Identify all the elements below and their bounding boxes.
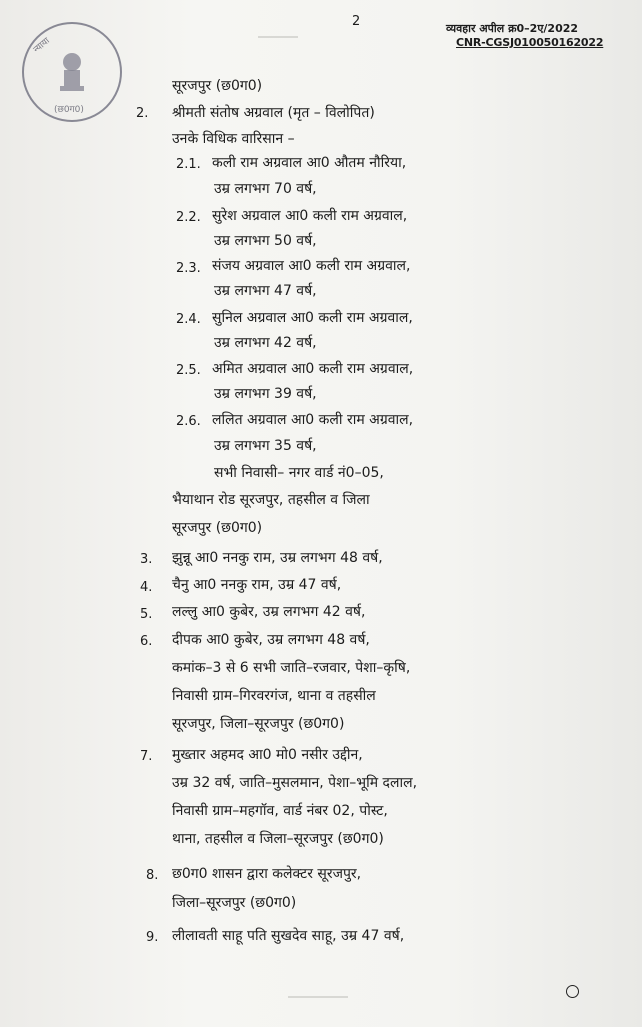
text-line: लल्लु आ0 कुबेर, उम्र लगभग 42 वर्ष, [172, 604, 366, 620]
page-number: 2 [352, 14, 361, 29]
text-line: उम्र लगभग 50 वर्ष, [214, 233, 317, 249]
text-line: उम्र लगभग 35 वर्ष, [214, 438, 317, 454]
text-line: निवासी ग्राम–महगॉव, वार्ड नंबर 02, पोस्ट, [172, 803, 388, 819]
item-number: 2. [136, 106, 149, 121]
faint-mark [288, 996, 348, 998]
text-line: सभी निवासी– नगर वार्ड नं0–05, [214, 465, 384, 481]
item-number: 3. [140, 552, 153, 567]
text-line: निवासी ग्राम–गिरवरगंज, थाना व तहसील [172, 688, 376, 704]
item-number: 2.5. [176, 363, 201, 378]
text-line: सुनिल अग्रवाल आ0 कली राम अग्रवाल, [212, 310, 413, 326]
seal-text-bottom: (छ0ग0) [54, 105, 84, 115]
text-line: झुन्नू आ0 ननकु राम, उम्र लगभग 48 वर्ष, [172, 550, 383, 566]
item-number: 2.4. [176, 312, 201, 327]
text-line: कमांक–3 से 6 सभी जाति–रजवार, पेशा–कृषि, [172, 660, 411, 676]
text-line: लीलावती साहू पति सुखदेव साहू, उम्र 47 वर्ष, [172, 928, 405, 944]
item-number: 8. [146, 868, 159, 883]
text-line: उम्र 32 वर्ष, जाति–मुसलमान, पेशा–भूमि दलाल, [172, 775, 418, 791]
text-line: सूरजपुर (छ0ग0) [172, 78, 263, 94]
item-number: 5. [140, 607, 153, 622]
item-number: 4. [140, 580, 153, 595]
circle-mark-icon [566, 985, 579, 998]
text-line: उम्र लगभग 39 वर्ष, [214, 386, 317, 402]
item-number: 6. [140, 634, 153, 649]
faint-mark [258, 36, 298, 38]
item-number: 7. [140, 749, 153, 764]
text-line: उम्र लगभग 42 वर्ष, [214, 335, 317, 351]
text-line: संजय अग्रवाल आ0 कली राम अग्रवाल, [212, 258, 411, 274]
cnr-number: CNR-CGSJ010050162022 [456, 36, 604, 49]
text-line: अमित अग्रवाल आ0 कली राम अग्रवाल, [212, 361, 414, 377]
text-line: कली राम अग्रवाल आ0 औतम नौरिया, [212, 155, 407, 171]
item-number: 2.1. [176, 157, 201, 172]
item-number: 2.2. [176, 210, 201, 225]
text-line: सूरजपुर (छ0ग0) [172, 520, 263, 536]
text-line: दीपक आ0 कुबेर, उम्र लगभग 48 वर्ष, [172, 632, 370, 648]
text-line: उम्र लगभग 47 वर्ष, [214, 283, 317, 299]
text-line: चैनु आ0 ननकु राम, उम्र 47 वर्ष, [172, 577, 342, 593]
emblem-icon [52, 50, 92, 94]
text-line: श्रीमती संतोष अग्रवाल (मृत – विलोपित) [172, 105, 375, 121]
text-line: भैयाथान रोड सूरजपुर, तहसील व जिला [172, 492, 370, 508]
seal-text-left: न्याया [31, 36, 52, 56]
item-number: 2.3. [176, 261, 201, 276]
text-line: उनके विधिक वारिसान – [172, 131, 295, 147]
case-number: व्यवहार अपील क्र0–2ए/2022 [446, 22, 579, 35]
item-number: 9. [146, 930, 159, 945]
text-line: सूरजपुर, जिला–सूरजपुर (छ0ग0) [172, 716, 345, 732]
text-line: मुख्तार अहमद आ0 मो0 नसीर उद्दीन, [172, 747, 363, 763]
text-line: छ0ग0 शासन द्वारा कलेक्टर सूरजपुर, [172, 866, 362, 882]
text-line: उम्र लगभग 70 वर्ष, [214, 181, 317, 197]
court-seal [22, 22, 122, 122]
text-line: ललित अग्रवाल आ0 कली राम अग्रवाल, [212, 412, 414, 428]
text-line: जिला–सूरजपुर (छ0ग0) [172, 895, 297, 911]
text-line: सुरेश अग्रवाल आ0 कली राम अग्रवाल, [212, 208, 408, 224]
text-line: थाना, तहसील व जिला–सूरजपुर (छ0ग0) [172, 831, 384, 847]
item-number: 2.6. [176, 414, 201, 429]
